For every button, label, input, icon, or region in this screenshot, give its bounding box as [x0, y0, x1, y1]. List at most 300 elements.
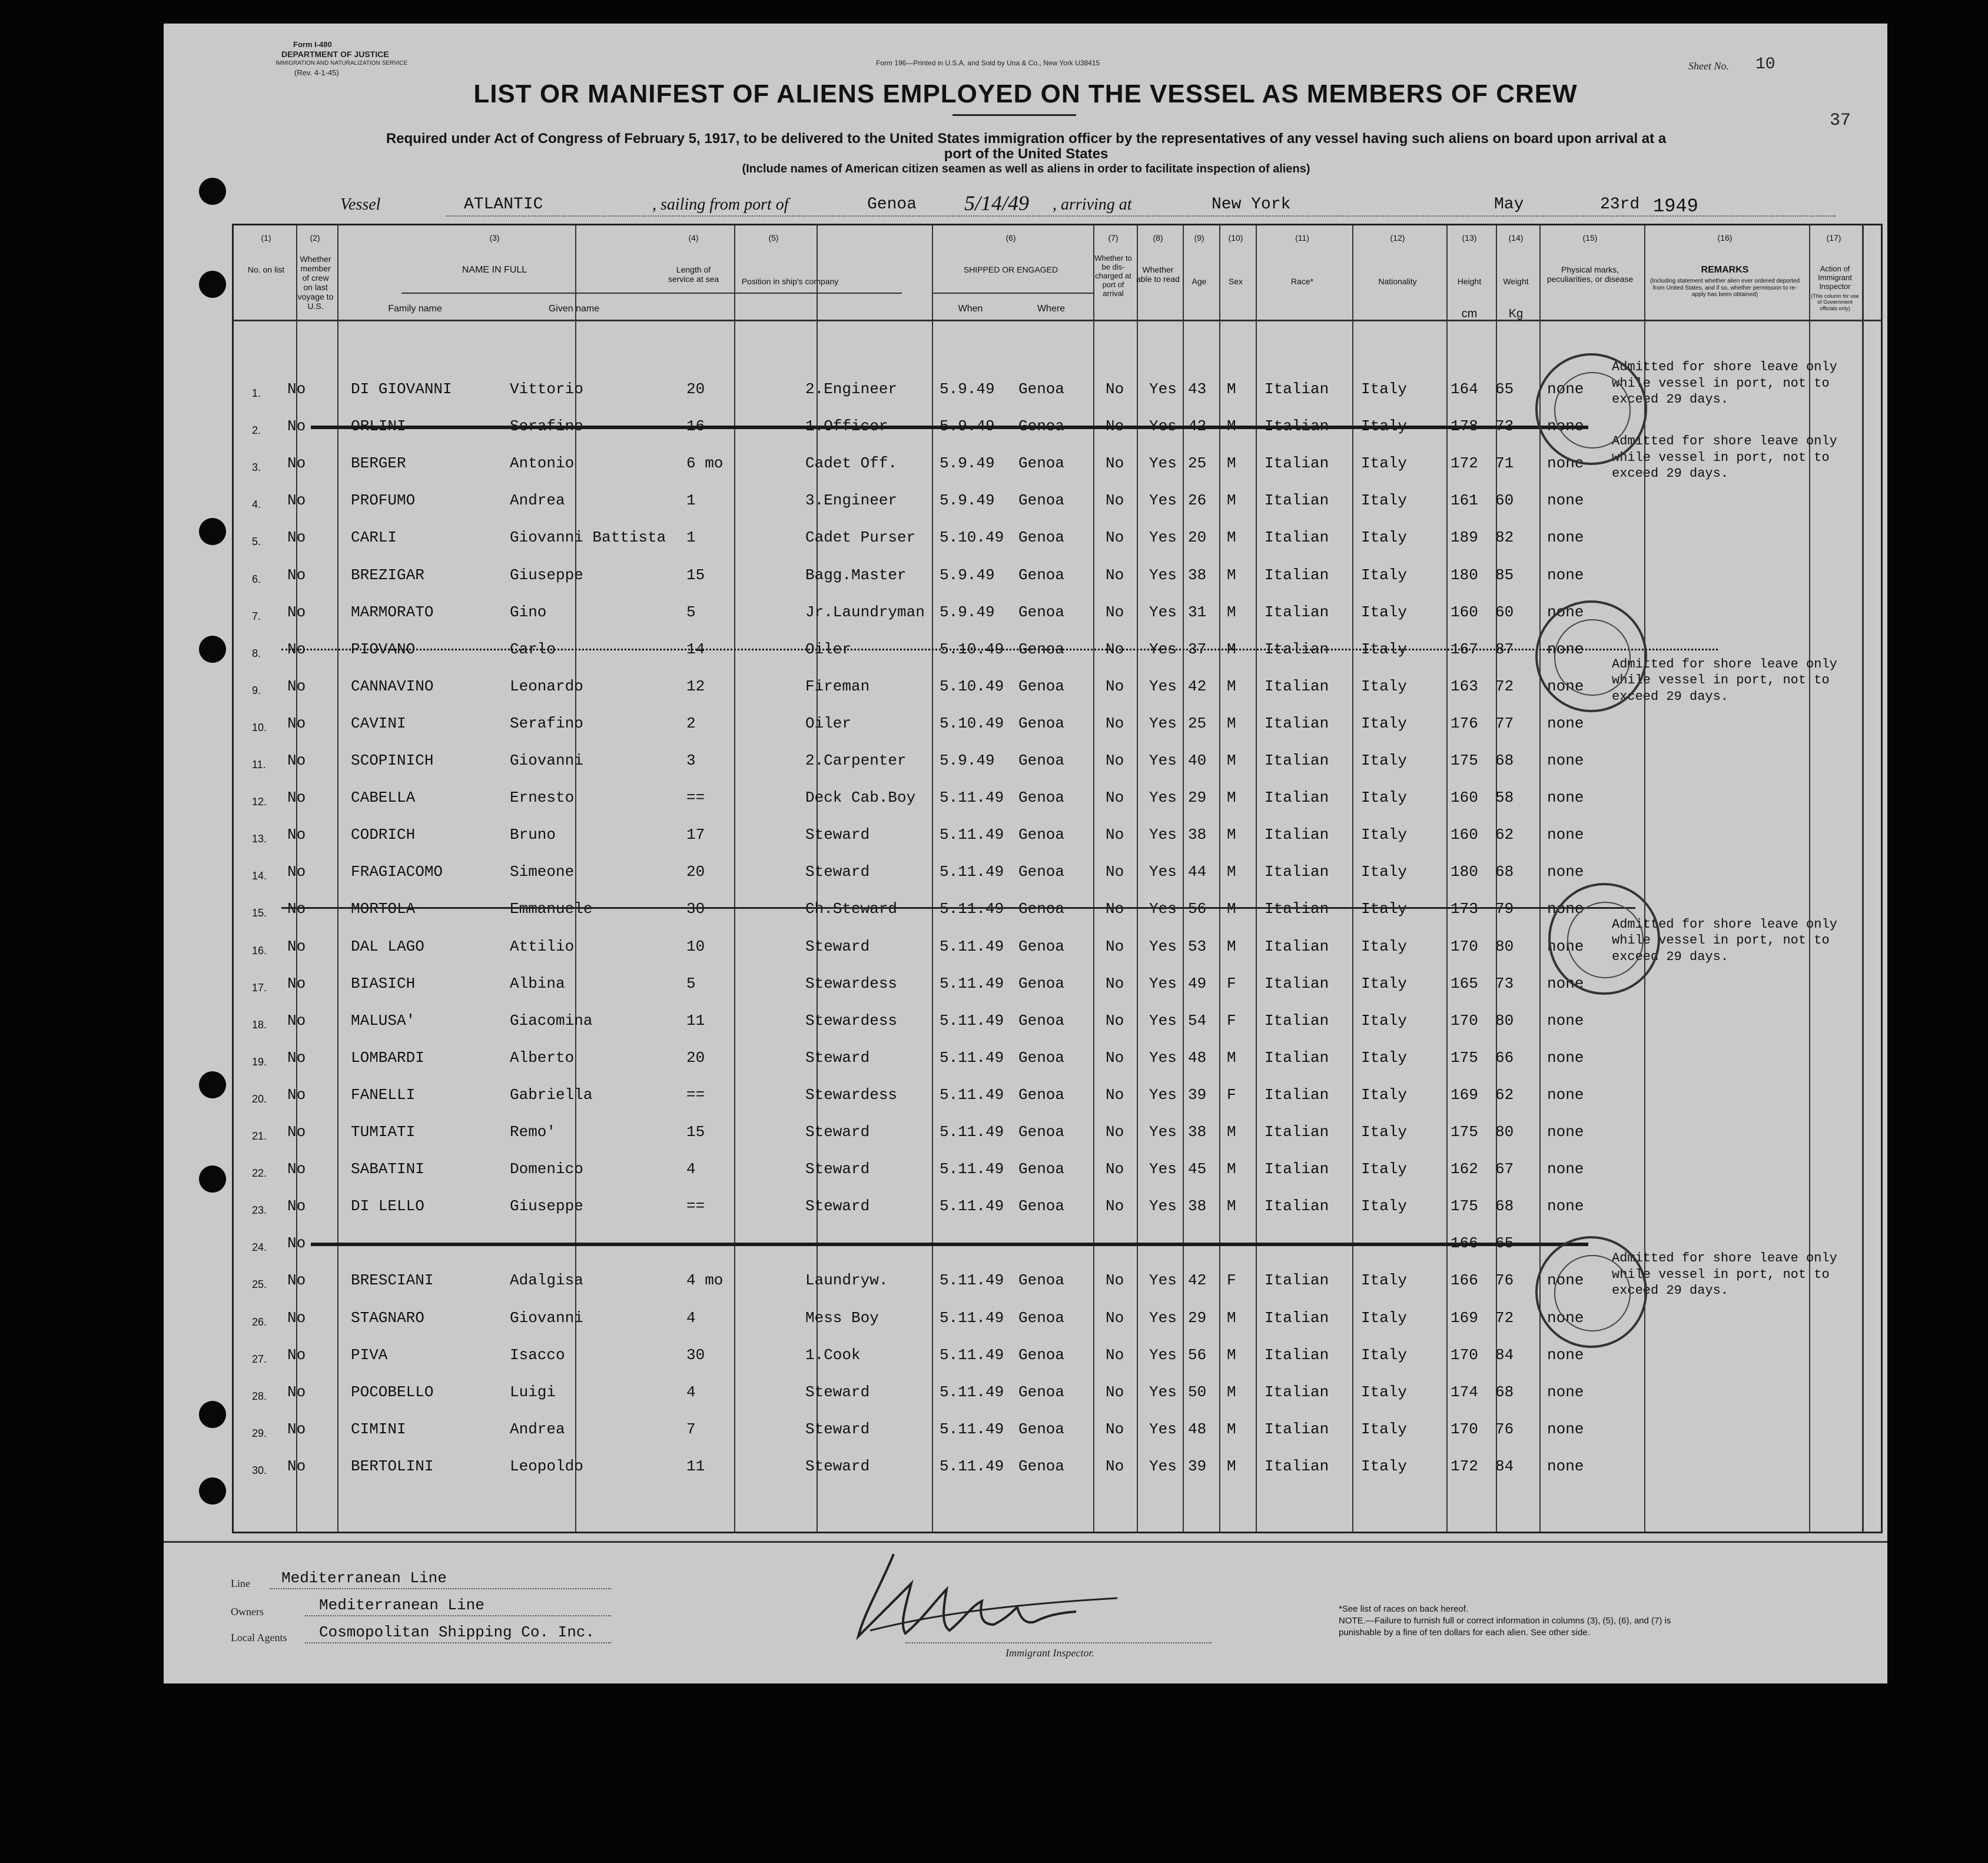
shipped-where-cell: Genoa — [1018, 603, 1065, 621]
shipped-where-cell: Genoa — [1018, 752, 1065, 769]
given-name-cell: Simeone — [510, 863, 575, 881]
printer-line: Form 196—Printed in U.S.A. and Sold by Una & Co., New York U38415 — [876, 59, 1100, 67]
sex-cell: M — [1227, 1160, 1236, 1178]
discharged-cell: No — [1106, 1346, 1124, 1364]
row-number: 20. — [252, 1092, 267, 1105]
consular-seal-stamp — [1535, 1236, 1647, 1348]
age-cell: 31 — [1188, 603, 1207, 621]
discharged-cell: No — [1106, 1309, 1124, 1327]
position-cell: Deck Cab.Boy — [805, 789, 916, 807]
weight-cell: 60 — [1495, 492, 1514, 510]
physical-marks-cell: none — [1547, 1383, 1584, 1401]
able-to-read-cell: Yes — [1149, 603, 1177, 621]
physical-marks-cell: none — [1547, 677, 1584, 695]
strikethrough-mark — [311, 1243, 1588, 1246]
given-name-cell: Serafino — [510, 714, 583, 732]
shipped-when-cell: 5.11.49 — [940, 826, 1004, 844]
able-to-read-cell: Yes — [1149, 1123, 1177, 1141]
service-length-cell: 1 — [686, 529, 696, 547]
shipped-where-cell: Genoa — [1018, 1383, 1065, 1401]
race-cell: Italian — [1265, 566, 1329, 584]
revision: (Rev. 4-1-45) — [294, 68, 339, 77]
row-number: 5. — [252, 536, 261, 548]
weight-cell: 68 — [1495, 1197, 1514, 1216]
nationality-cell: Italy — [1361, 1457, 1408, 1475]
shipped-when-cell: 5.9.49 — [940, 454, 995, 473]
given-name-cell: Giuseppe — [510, 566, 583, 584]
discharged-cell: No — [1106, 1457, 1124, 1475]
sex-cell: M — [1227, 714, 1236, 732]
position-cell: Ch.Steward — [805, 900, 898, 918]
shipped-where-cell: Genoa — [1018, 1420, 1065, 1438]
weight-cell: 68 — [1495, 863, 1514, 881]
col-header-weight: Weight — [1503, 277, 1529, 286]
age-cell: 26 — [1188, 492, 1207, 510]
prev-voyage-cell: No — [287, 566, 306, 584]
row-number: 8. — [252, 647, 261, 659]
discharged-cell: No — [1106, 1123, 1124, 1141]
sex-cell: M — [1227, 826, 1236, 844]
physical-marks-cell: none — [1547, 380, 1584, 398]
given-name-cell: Adalgisa — [510, 1271, 583, 1290]
physical-marks-cell: none — [1547, 752, 1584, 769]
age-cell: 48 — [1188, 1420, 1207, 1438]
discharged-cell: No — [1106, 529, 1124, 547]
age-cell: 25 — [1188, 714, 1207, 732]
row-number: 1. — [252, 387, 261, 399]
height-cell: 172 — [1451, 1457, 1478, 1475]
race-cell: Italian — [1265, 937, 1329, 955]
shipped-when-cell: 5.9.49 — [940, 492, 995, 510]
physical-marks-cell: none — [1547, 1271, 1584, 1290]
discharged-cell: No — [1106, 566, 1124, 584]
age-cell: 39 — [1188, 1085, 1207, 1104]
race-cell: Italian — [1265, 900, 1329, 918]
weight-cell: 77 — [1495, 714, 1514, 732]
shipped-where-cell: Genoa — [1018, 1457, 1065, 1475]
col-header-name: NAME IN FULL — [462, 265, 527, 275]
nationality-cell: Italy — [1361, 677, 1408, 695]
vessel-name: ATLANTIC — [464, 195, 543, 214]
race-cell: Italian — [1265, 752, 1329, 769]
able-to-read-cell: Yes — [1149, 1457, 1177, 1475]
line-name: Mediterranean Line — [281, 1569, 447, 1587]
weight-cell: 66 — [1495, 1048, 1514, 1067]
col-header-remarks: REMARKS — [1701, 265, 1749, 275]
row-number: 13. — [252, 833, 267, 845]
race-cell: Italian — [1265, 1383, 1329, 1401]
shipped-where-cell: Genoa — [1018, 1160, 1065, 1178]
physical-marks-cell: none — [1547, 1160, 1584, 1178]
sheet-label: Sheet No. — [1688, 60, 1729, 72]
shipped-when-cell: 5.11.49 — [940, 900, 1004, 918]
given-name-cell: Carlo — [510, 640, 556, 658]
position-cell: Steward — [805, 937, 870, 955]
family-name-cell: DI GIOVANNI — [351, 380, 452, 398]
discharged-cell: No — [1106, 937, 1124, 955]
discharged-cell: No — [1106, 640, 1124, 658]
weight-cell: 80 — [1495, 1011, 1514, 1030]
physical-marks-cell: none — [1547, 1457, 1584, 1475]
height-cell: 172 — [1451, 454, 1478, 473]
nationality-cell: Italy — [1361, 566, 1408, 584]
family-name-cell: CABELLA — [351, 789, 416, 807]
weight-cell: 65 — [1495, 380, 1514, 398]
age-cell: 39 — [1188, 1457, 1207, 1475]
nationality-cell: Italy — [1361, 1048, 1408, 1067]
nationality-cell: Italy — [1361, 1383, 1408, 1401]
position-cell: Steward — [805, 826, 870, 844]
col-header-service: Length of service at sea — [668, 265, 719, 284]
service-length-cell: 5 — [686, 974, 696, 992]
service-length-cell: 5 — [686, 603, 696, 621]
age-cell: 53 — [1188, 937, 1207, 955]
age-cell: 29 — [1188, 789, 1207, 807]
arrival-day: 23rd — [1600, 195, 1640, 214]
physical-marks-cell: none — [1547, 1011, 1584, 1030]
given-name-cell: Domenico — [510, 1160, 583, 1178]
position-cell: Stewardess — [805, 1085, 898, 1104]
family-name-cell: BREZIGAR — [351, 566, 424, 584]
age-cell: 40 — [1188, 752, 1207, 769]
manifest-sheet — [164, 24, 1887, 1683]
col-header-action: Action of Immigrant Inspector — [1818, 264, 1852, 291]
position-cell: Steward — [805, 863, 870, 881]
height-cell: 175 — [1451, 1197, 1478, 1216]
sex-cell: M — [1227, 1383, 1236, 1401]
weight-cell: 76 — [1495, 1420, 1514, 1438]
weight-cell: 71 — [1495, 454, 1514, 473]
able-to-read-cell: Yes — [1149, 1197, 1177, 1216]
age-cell: 42 — [1188, 677, 1207, 695]
discharged-cell: No — [1106, 1197, 1124, 1216]
sex-cell: M — [1227, 1197, 1236, 1216]
given-name-cell: Leonardo — [510, 677, 583, 695]
service-length-cell: 20 — [686, 380, 705, 398]
race-cell: Italian — [1265, 677, 1329, 695]
fine-note — [1339, 1615, 1692, 1639]
nationality-cell: Italy — [1361, 714, 1408, 732]
age-cell: 43 — [1188, 380, 1207, 398]
shipped-where-cell: Genoa — [1018, 380, 1065, 398]
sex-cell: M — [1227, 380, 1236, 398]
sex-cell: M — [1227, 752, 1236, 769]
height-cell: 189 — [1451, 529, 1478, 547]
position-cell: 2.Engineer — [805, 380, 898, 398]
position-cell: Mess Boy — [805, 1309, 879, 1327]
prev-voyage-cell: No — [287, 1420, 306, 1438]
given-name-cell: Leopoldo — [510, 1457, 583, 1475]
given-name-cell: Gino — [510, 603, 547, 621]
able-to-read-cell: Yes — [1149, 1420, 1177, 1438]
discharged-cell: No — [1106, 1160, 1124, 1178]
row-number: 12. — [252, 796, 267, 808]
col-num-15: (15) — [1582, 233, 1598, 243]
weight-cell: 60 — [1495, 603, 1514, 621]
family-name-cell: DI LELLO — [351, 1197, 424, 1216]
physical-marks-cell: none — [1547, 1346, 1584, 1364]
physical-marks-cell: none — [1547, 1309, 1584, 1327]
shipped-where-cell: Genoa — [1018, 1197, 1065, 1216]
physical-marks-cell: none — [1547, 863, 1584, 881]
weight-cell: 72 — [1495, 1309, 1514, 1327]
discharged-cell: No — [1106, 714, 1124, 732]
weight-cell: 80 — [1495, 1123, 1514, 1141]
prev-voyage-cell: No — [287, 752, 306, 769]
col-num-17: (17) — [1826, 233, 1841, 243]
arrival-year: 1949 — [1653, 195, 1698, 217]
weight-cell: 67 — [1495, 1160, 1514, 1178]
row-number: 11. — [252, 759, 266, 771]
family-name-cell: FRAGIACOMO — [351, 863, 443, 881]
page-number: 37 — [1830, 111, 1851, 131]
prev-voyage-cell: No — [287, 492, 306, 510]
service-length-cell: 12 — [686, 677, 705, 695]
race-cell: Italian — [1265, 1271, 1329, 1290]
col-header-family-name: Family name — [388, 304, 442, 314]
line-through-mark — [281, 907, 1635, 909]
prev-voyage-cell: No — [287, 1085, 306, 1104]
race-cell: Italian — [1265, 640, 1329, 658]
agents-label: Local Agents — [231, 1632, 287, 1643]
height-cell: 166 — [1451, 1271, 1478, 1290]
col-num-6: (6) — [1005, 233, 1016, 243]
able-to-read-cell: Yes — [1149, 863, 1177, 881]
family-name-cell: PIOVANO — [351, 640, 416, 658]
inspector-line — [905, 1642, 1212, 1643]
given-name-cell: Andrea — [510, 492, 565, 510]
remark-text: Admitted for shore leave only while vessel in port, not to exceed 29 days. — [1612, 360, 1837, 407]
prev-voyage-cell: No — [287, 1123, 306, 1141]
able-to-read-cell: Yes — [1149, 1160, 1177, 1178]
note-label: NOTE.— — [1339, 1616, 1375, 1626]
family-name-cell: BIASICH — [351, 974, 416, 992]
given-name-cell: Giovanni — [510, 1309, 583, 1327]
col-header-remarks-sub: (Including statement whether alien ever ordered deported from United States, and if so, whether permission to re-apply has been obtained) — [1650, 278, 1800, 298]
shipped-when-cell: 5.11.49 — [940, 1085, 1004, 1104]
shipped-when-cell: 5.11.49 — [940, 1197, 1004, 1216]
age-cell: 56 — [1188, 900, 1207, 918]
service-length-cell: == — [686, 1197, 705, 1216]
col-header-race: Race* — [1290, 277, 1314, 286]
able-to-read-cell: Yes — [1149, 640, 1177, 658]
weight-cell: 68 — [1495, 752, 1514, 769]
col-header-action-sub: (This column for use of Government officials only) — [1811, 293, 1859, 311]
position-cell: Oiler — [805, 640, 852, 658]
position-cell: Laundryw. — [805, 1271, 888, 1290]
able-to-read-cell: Yes — [1149, 454, 1177, 473]
physical-marks-cell: none — [1547, 1420, 1584, 1438]
line-label: Line — [231, 1578, 250, 1589]
height-cell: 167 — [1451, 640, 1478, 658]
shipped-where-cell: Genoa — [1018, 863, 1065, 881]
department: DEPARTMENT OF JUSTICE — [281, 49, 389, 59]
discharged-cell: No — [1106, 492, 1124, 510]
remark-text: Admitted for shore leave only while vessel in port, not to exceed 29 days. — [1612, 656, 1837, 704]
prev-voyage-cell: No — [287, 1160, 306, 1178]
physical-marks-cell: none — [1547, 640, 1584, 658]
age-cell: 42 — [1188, 1271, 1207, 1290]
height-cell: 173 — [1451, 900, 1478, 918]
able-to-read-cell: Yes — [1149, 492, 1177, 510]
shipped-where-cell: Genoa — [1018, 789, 1065, 807]
family-name-cell: PIVA — [351, 1346, 388, 1364]
service-length-cell: == — [686, 789, 705, 807]
prev-voyage-cell: No — [287, 937, 306, 955]
weight-cell: 62 — [1495, 826, 1514, 844]
service-length-cell: 6 mo — [686, 454, 723, 473]
prev-voyage-cell: No — [287, 529, 306, 547]
sex-cell: F — [1227, 1271, 1236, 1290]
race-cell: Italian — [1265, 863, 1329, 881]
height-cell: 175 — [1451, 752, 1478, 769]
family-name-cell: CIMINI — [351, 1420, 406, 1438]
prev-voyage-cell: No — [287, 1048, 306, 1067]
service-length-cell: 20 — [686, 1048, 705, 1067]
height-cell: 170 — [1451, 937, 1478, 955]
weight-cell: 87 — [1495, 640, 1514, 658]
nationality-cell: Italy — [1361, 1346, 1408, 1364]
discharged-cell: No — [1106, 454, 1124, 473]
family-name-cell: MALUSA' — [351, 1011, 416, 1030]
family-name-cell: CANNAVINO — [351, 677, 434, 695]
family-name-cell: BERTOLINI — [351, 1457, 434, 1475]
row-number: 16. — [252, 944, 267, 957]
shipped-where-cell: Genoa — [1018, 826, 1065, 844]
height-cell: 175 — [1451, 1048, 1478, 1067]
age-cell: 38 — [1188, 1123, 1207, 1141]
shipped-when-cell: 5.10.49 — [940, 640, 1004, 658]
physical-marks-cell: none — [1547, 714, 1584, 732]
race-cell: Italian — [1265, 1346, 1329, 1364]
col-num-11: (11) — [1295, 233, 1309, 243]
col-num-14: (14) — [1508, 233, 1524, 243]
row-number: 29. — [252, 1427, 267, 1439]
height-cell: 176 — [1451, 714, 1478, 732]
col-num-4: (4) — [688, 233, 699, 243]
binder-hole — [199, 1071, 226, 1098]
nationality-cell: Italy — [1361, 380, 1408, 398]
prev-voyage-cell: No — [287, 1271, 306, 1290]
races-note: *See list of races on back hereof. — [1339, 1604, 1469, 1614]
able-to-read-cell: Yes — [1149, 714, 1177, 732]
shipped-where-cell: Genoa — [1018, 1271, 1065, 1290]
shipped-when-cell: 5.11.49 — [940, 1346, 1004, 1364]
col-num-2: (2) — [310, 233, 320, 243]
row-number: 9. — [252, 684, 261, 696]
height-cell: 174 — [1451, 1383, 1478, 1401]
physical-marks-cell: none — [1547, 1085, 1584, 1104]
vessel-label: Vessel — [340, 195, 381, 214]
prev-voyage-cell: No — [287, 1457, 306, 1475]
age-cell: 38 — [1188, 826, 1207, 844]
col-num-16: (16) — [1717, 233, 1733, 243]
family-name-cell: STAGNARO — [351, 1309, 424, 1327]
prev-voyage-cell: No — [287, 1309, 306, 1327]
nationality-cell: Italy — [1361, 1160, 1408, 1178]
able-to-read-cell: Yes — [1149, 380, 1177, 398]
binder-hole — [199, 518, 226, 545]
arrival-month: May — [1494, 195, 1524, 214]
race-cell: Italian — [1265, 1420, 1329, 1438]
nationality-cell: Italy — [1361, 603, 1408, 621]
service-length-cell: 30 — [686, 900, 705, 918]
discharged-cell: No — [1106, 1383, 1124, 1401]
given-name-cell: Remo' — [510, 1123, 556, 1141]
arriving-label: , arriving at — [1053, 195, 1132, 214]
nationality-cell: Italy — [1361, 1420, 1408, 1438]
able-to-read-cell: Yes — [1149, 974, 1177, 992]
given-name-cell: Emmanuele — [510, 900, 593, 918]
position-cell: Steward — [805, 1197, 870, 1216]
weight-cell: 62 — [1495, 1085, 1514, 1104]
owners-name: Mediterranean Line — [319, 1596, 484, 1614]
position-cell: Cadet Off. — [805, 454, 898, 473]
shipped-where-cell: Genoa — [1018, 1346, 1065, 1364]
binder-hole — [199, 1165, 226, 1193]
shipped-where-cell: Genoa — [1018, 454, 1065, 473]
physical-marks-cell: none — [1547, 937, 1584, 955]
shipped-when-cell: 5.11.49 — [940, 1383, 1004, 1401]
position-cell: Stewardess — [805, 974, 898, 992]
sex-cell: M — [1227, 900, 1236, 918]
family-name-cell: BERGER — [351, 454, 406, 473]
position-cell: Bagg.Master — [805, 566, 907, 584]
family-name-cell: DAL LAGO — [351, 937, 424, 955]
shipped-where-cell: Genoa — [1018, 492, 1065, 510]
col-header-position: Position in ship's company — [741, 277, 839, 286]
height-cell: 162 — [1451, 1160, 1478, 1178]
shipped-where-cell: Genoa — [1018, 1309, 1065, 1327]
position-cell: Steward — [805, 1160, 870, 1178]
sex-cell: M — [1227, 529, 1236, 547]
binder-hole — [199, 1477, 226, 1505]
given-name-cell: Albina — [510, 974, 565, 992]
age-cell: 45 — [1188, 1160, 1207, 1178]
given-name-cell: Vittorio — [510, 380, 583, 398]
shipped-when-cell: 5.11.49 — [940, 937, 1004, 955]
nationality-cell: Italy — [1361, 1197, 1408, 1216]
family-name-cell: MORTOLA — [351, 900, 416, 918]
family-name-cell: CODRICH — [351, 826, 416, 844]
weight-cell: 84 — [1495, 1457, 1514, 1475]
height-cell: 164 — [1451, 380, 1478, 398]
row-number: 22. — [252, 1167, 267, 1180]
age-cell: 49 — [1188, 974, 1207, 992]
nationality-cell: Italy — [1361, 863, 1408, 881]
shipped-when-cell: 5.11.49 — [940, 1011, 1004, 1030]
height-cell: 170 — [1451, 1011, 1478, 1030]
able-to-read-cell: Yes — [1149, 1085, 1177, 1104]
discharged-cell: No — [1106, 900, 1124, 918]
nationality-cell: Italy — [1361, 826, 1408, 844]
prev-voyage-cell: No — [287, 603, 306, 621]
shipped-when-cell: 5.11.49 — [940, 1123, 1004, 1141]
shipped-when-cell: 5.11.49 — [940, 1160, 1004, 1178]
nationality-cell: Italy — [1361, 1011, 1408, 1030]
row-number: 21. — [252, 1130, 267, 1142]
given-name-cell: Giacomina — [510, 1011, 593, 1030]
service-length-cell: 4 — [686, 1309, 696, 1327]
inspector-label: Immigrant Inspector. — [1005, 1647, 1094, 1659]
shipped-when-cell: 5.9.49 — [940, 603, 995, 621]
consular-seal-stamp — [1535, 600, 1647, 712]
col-header-last-voyage: Whether member of crew on last voyage to U.S. — [297, 254, 334, 311]
col-num-9: (9) — [1194, 233, 1204, 243]
prev-voyage-cell: No — [287, 454, 306, 473]
binder-hole — [199, 271, 226, 298]
discharged-cell: No — [1106, 974, 1124, 992]
